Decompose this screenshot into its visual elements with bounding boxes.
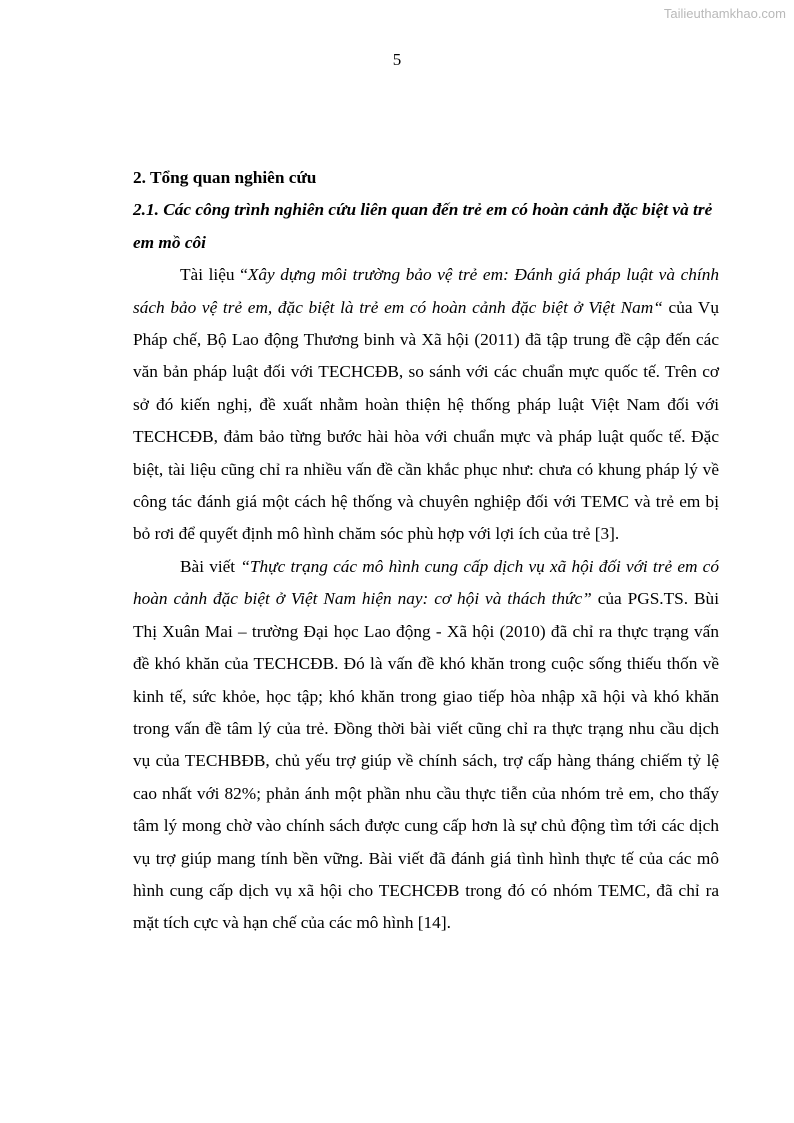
paragraph-body: của Vụ Pháp chế, Bộ Lao động Thương binh và Xã hội (2011) đã tập trung đề cập đến các văn bản pháp luật đối với TECHCĐB, so sánh với các chuẩn mực quốc tế. Trên cơ sở đó kiến nghị, đề xuất nhằm hoàn thiện hệ thống pháp luật Việt Nam đối với TECHCĐB, đảm bảo từng bước hài hòa với chuẩn mực và pháp luật quốc tế. Đặc biệt, tài liệu cũng chỉ ra nhiều vấn đề cần khắc phục như: chưa có khung pháp lý về công tác đánh giá một cách hệ thống và chuyên nghiệp đối với TEMC và trẻ em bị bỏ rơi để quyết định mô hình chăm sóc phù hợp với lợi ích của trẻ [3].: [133, 297, 720, 544]
paragraph-lead: Tài liệu “: [180, 265, 248, 285]
paragraph: [133, 551, 719, 940]
cited-title: “Thực trạng các mô hình cung cấp dịch vụ xã hội đối với trẻ em có hoàn cảnh đặc biệt ở Việt Nam hiện nay: cơ hội và thách thức”: [133, 556, 719, 609]
paragraph-lead: Bài viết: [180, 556, 241, 576]
page-number: 5: [392, 50, 402, 69]
cited-title: Xây dựng môi trường bảo vệ trẻ em: Đánh giá pháp luật và chính sách bảo vệ trẻ em, đặc biệt là trẻ em có hoàn cảnh đặc biệt ở Việt Nam“: [133, 265, 719, 317]
paragraph: [133, 259, 719, 551]
document-body: [133, 162, 719, 940]
section-heading: 2. Tổng quan nghiên cứu: [133, 168, 317, 187]
subsection-heading: 2.1. Các công trình nghiên cứu liên quan đến trẻ em có hoàn cảnh đặc biệt và trẻ em mồ côi: [133, 200, 713, 252]
watermark: Tailieuthamkhao.com: [663, 6, 786, 21]
paragraph-body: của PGS.TS. Bùi Thị Xuân Mai – trường Đại học Lao động - Xã hội (2010) đã chỉ ra thực trạng vấn đề khó khăn của TECHCĐB. Đó là vấn đề khó khăn trong cuộc sống thiếu thốn về kinh tế, sức khỏe, học tập; khó khăn trong giao tiếp hòa nhập xã hội và khó khăn trong vấn đề tâm lý của trẻ. Đồng thời bài viết cũng chỉ ra thực trạng nhu cầu dịch vụ của TECHBĐB, chủ yếu trợ giúp về chính sách, trợ cấp hàng tháng chiếm tỷ lệ cao nhất với 82%; phản ánh một phần nhu cầu thực tiễn của nhóm trẻ em, cho thấy tâm lý mong chờ vào chính sách được cung cấp hơn là sự chủ động tìm tới các dịch vụ trợ giúp mang tính bền vững. Bài viết đã đánh giá tình hình thực tế của các mô hình cung cấp dịch vụ xã hội cho TECHCĐB trong đó có nhóm TEMC, đã chỉ ra mặt tích cực và hạn chế của các mô hình [14].: [133, 589, 720, 933]
